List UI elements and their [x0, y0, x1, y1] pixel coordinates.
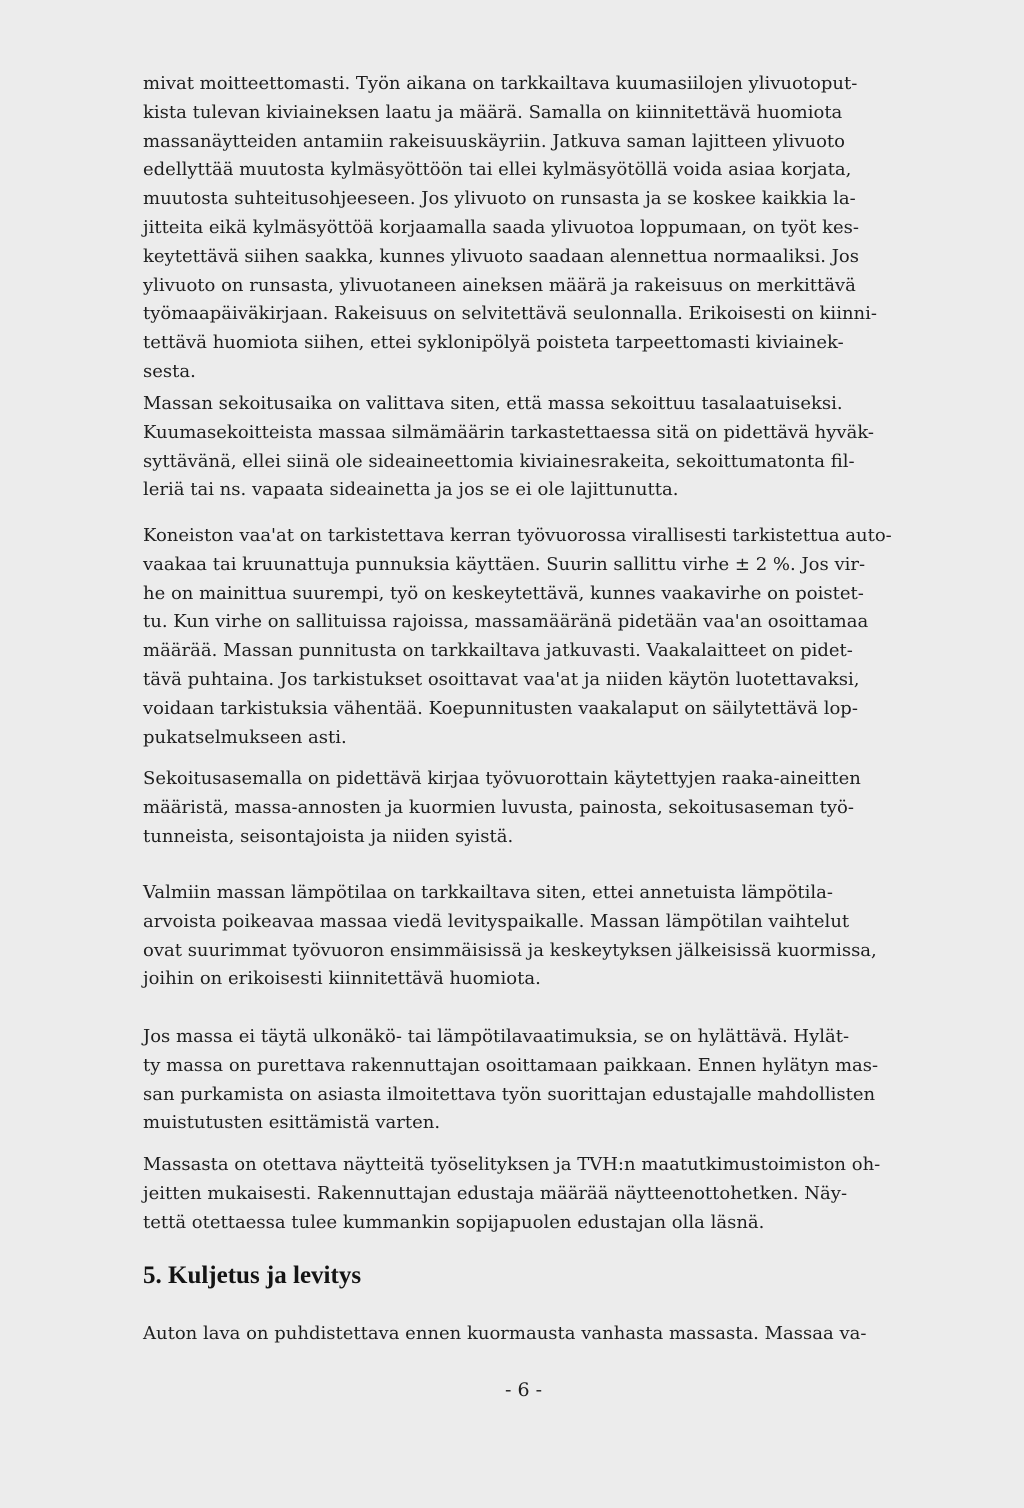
paragraph-3: Koneiston vaa'at on tarkistettava kerran työvuorossa virallisesti tarkistettua auto- vaakaa tai kruunattuja punnuksia käyttäen. Suurin sallittu virhe ± 2 %. Jos vir- he on mainittua suurempi, työ on keskeytettävä, kunnes vaakavirhe on poistet- tu. Kun virhe on sallituissa rajoissa, massamääränä pidetään vaa'an osoittamaa määrää. Massan punnitusta on tarkkailtava jatkuvasti. Vaakalaitteet on pidet- tävä puhtaina. Jos tarkistukset osoittavat vaa'at ja niiden käytön luotettavaksi, voidaan tarkistuksia vähentää. Koepunnitusten vaakalaput on säilytettävä lop- pukatselmukseen asti.	[143, 525, 892, 748]
paragraph-7: Massasta on otettava näytteitä työselityksen ja TVH:n maatutkimustoimiston oh- jeitten mukaisesti. Rakennuttajan edustaja määrää näytteenottohetken. Näy- tettä otettaessa tulee kummankin sopijapuolen edustajan olla läsnä.	[143, 1154, 881, 1233]
section-heading: 5. Kuljetus ja levitys	[143, 1262, 362, 1289]
paragraph-5: Valmiin massan lämpötilaa on tarkkailtava siten, ettei annetuista lämpötila- arvoista poikeavaa massaa viedä levityspaikalle. Massan lämpötilan vaihtelut ovat suurimmat työvuoron ensimmäisissä ja keskeytyksen jälkeisissä kuormissa, joihin on erikoisesti kiinnitettävä huomiota.	[143, 882, 877, 990]
paragraph-2: Massan sekoitusaika on valittava siten, että massa sekoittuu tasalaatuiseksi. Kuumasekoitteista massaa silmämäärin tarkastettaessa sitä on pidettävä hyväk- syttävänä, ellei siinä ole sideaineettomia kiviainesrakeita, sekoittumatonta fil- leriä tai ns. vapaata sideainetta ja jos se ei ole lajittunutta.	[143, 393, 874, 501]
page-number: - 6 -	[505, 1379, 543, 1401]
paragraph-6: Jos massa ei täytä ulkonäkö- tai lämpötilavaatimuksia, se on hylättävä. Hylät- ty massa on purettava rakennuttajan osoittamaan paikkaan. Ennen hylätyn mas- san purkamista on asiasta ilmoitettava työn suorittajan edustajalle mahdollisten muistutusten esittämistä varten.	[143, 1026, 879, 1134]
paragraph-final: Auton lava on puhdistettava ennen kuormausta vanhasta massasta. Massaa va-	[143, 1323, 867, 1344]
paragraph-1: mivat moitteettomasti. Työn aikana on tarkkailtava kuumasiilojen ylivuotoput- kista tulevan kiviaineksen laatu ja määrä. Samalla on kiinnitettävä huomiota massanäytteiden antamiin rakeisuuskäyriin. Jatkuva saman lajitteen ylivuoto edellyttää muutosta kylmäsyöttöön tai ellei kylmäsyötöllä voida asiaa korjata, muutosta suhteitusohjeeseen. Jos ylivuoto on runsasta ja se koskee kaikkia la- jitteita eikä kylmäsyöttöä korjaamalla saada ylivuotoa loppumaan, on työt kes- keytettävä siihen saakka, kunnes ylivuoto saadaan alennettua normaaliksi. Jos ylivuoto on runsasta, ylivuotaneen aineksen määrä ja rakeisuus on merkittävä työmaapäiväkirjaan. Rakeisuus on selvitettävä seulonnalla. Erikoisesti on kiinni- tettävä huomiota siihen, ettei syklonipölyä poisteta tarpeettomasti kiviainek- sesta.	[143, 73, 877, 382]
paragraph-4: Sekoitusasemalla on pidettävä kirjaa työvuorottain käytettyjen raaka-aineitten määristä, massa-annosten ja kuormien luvusta, painosta, sekoitusaseman työ- tunneista, seisontajoista ja niiden syistä.	[143, 768, 861, 847]
